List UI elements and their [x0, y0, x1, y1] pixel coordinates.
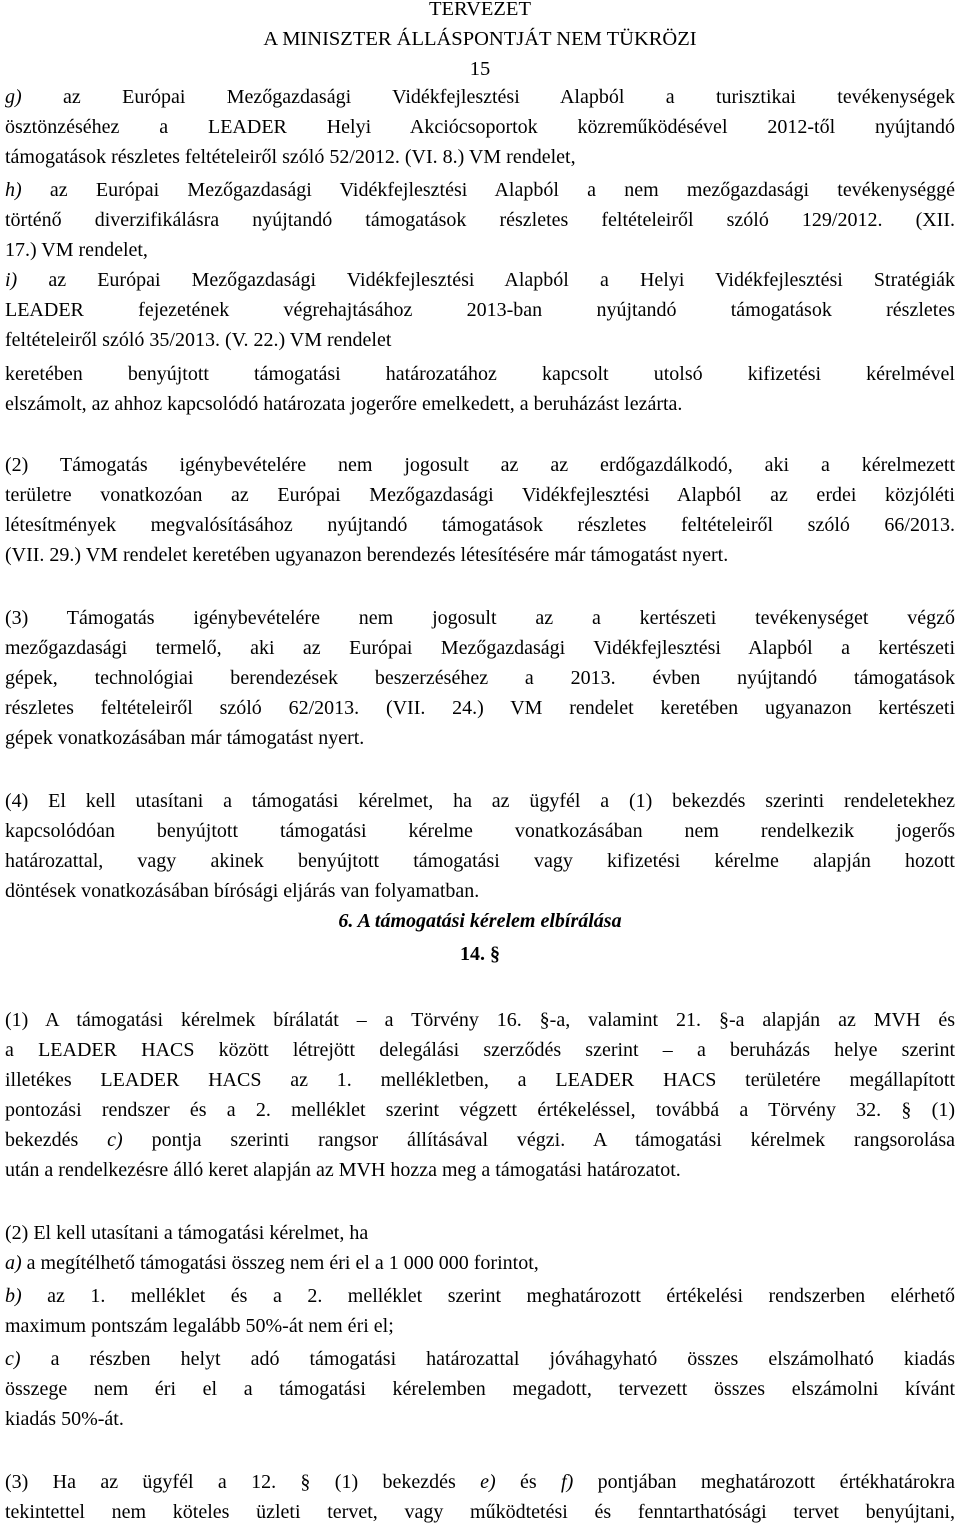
para2-line-1: (2) Támogatás igénybevételére nem jogosult az az erdőgazdálkodó, aki a kérelmezett [5, 454, 955, 476]
item-i-line-1: i) az Európai Mezőgazdasági Vidékfejlesztési Alapból a Helyi Vidékfejlesztési Stratégiák [5, 269, 955, 291]
item-h-line-2: történő diverzifikálásra nyújtandó támogatások részletes feltételeiről szóló 129/2012. (XII. [5, 209, 955, 231]
s14p1-line-6: után a rendelkezésre álló keret alapján az MVH hozza meg a támogatási határozatot. [5, 1159, 681, 1181]
s14p2-b-line-2: maximum pontszám legalább 50%-át nem éri el; [5, 1315, 394, 1337]
page-number: 15 [469, 58, 491, 80]
point-b-marker: b) [5, 1285, 22, 1307]
para3-line-5: gépek vonatkozásában már támogatást nyert. [5, 727, 365, 749]
draft-header: TERVEZET [429, 0, 531, 20]
s14p2-c-line-3: kiadás 50%-át. [5, 1408, 124, 1430]
s14p3-line-2: tekintettel nem köteles üzleti tervet, vagy működtetési és fenntarthatósági tervet benyújtani, [5, 1501, 955, 1523]
point-f-marker: f) [561, 1471, 574, 1493]
para2-line-4: (VII. 29.) VM rendelet keretében ugyanazon berendezés létesítésére már támogatást nyert. [5, 544, 729, 566]
item-g-marker: g) [5, 86, 22, 108]
point-a-marker: a) [5, 1252, 22, 1274]
s14p2-c-line-2: összege nem éri el a támogatási kérelemben megadott, tervezett összes elszámolni kívánt [5, 1378, 955, 1400]
s14p1-line-1: (1) A támogatási kérelmek bírálatát – a Törvény 16. §-a, valamint 21. §-a alapján az MVH és [5, 1009, 955, 1031]
para2-line-3: létesítmények megvalósításához nyújtandó támogatások részletes feltételeiről szóló 66/2013. [5, 514, 955, 536]
item-h-marker: h) [5, 179, 22, 201]
item-i-line-2: LEADER fejezetének végrehajtásához 2013-ban nyújtandó támogatások részletes [5, 299, 955, 321]
para3-line-3: gépek, technológiai berendezések beszerzéséhez a 2013. évben nyújtandó támogatások [5, 667, 955, 689]
s14p1-line-5: bekezdés c) pontja szerinti rangsor állításával végzi. A támogatási kérelmek rangsorolása [5, 1129, 956, 1151]
s14p2-a: a) a megítélhető támogatási összeg nem éri el a 1 000 000 forintot, [5, 1252, 539, 1274]
s14p1-line-4: pontozási rendszer és a 2. melléklet szerint végzett értékeléssel, továbbá a Törvény 32. § (1) [5, 1099, 955, 1121]
point-c-marker: c) [107, 1129, 123, 1151]
s14p2-b-line-1: b) az 1. melléklet és a 2. melléklet szerint meghatározott értékelési rendszerben elérhető [5, 1285, 956, 1307]
s14p3-line-1: (3) Ha az ügyfél a 12. § (1) bekezdés e) és f) pontjában meghatározott értékhatárokra [5, 1471, 956, 1493]
para3-line-2: mezőgazdasági termelő, aki az Európai Mezőgazdasági Vidékfejlesztési Alapból a kertészeti [5, 637, 955, 659]
para4-line-2: kapcsolódóan benyújtott támogatási kérelme vonatkozásában nem rendelkezik jogerős [5, 820, 955, 842]
item-h-line-1: h) az Európai Mezőgazdasági Vidékfejlesztési Alapból a nem mezőgazdasági tevékenységgé [5, 179, 956, 201]
item-h-line-3: 17.) VM rendelet, [5, 239, 148, 261]
item-g-line-3: támogatások részletes feltételeiről szóló 52/2012. (VI. 8.) VM rendelet, [5, 146, 576, 168]
para4-line-1: (4) El kell utasítani a támogatási kérelmet, ha az ügyfél a (1) bekezdés szerinti rendeletekhez [5, 790, 955, 812]
para3-line-4: részletes feltételeiről szóló 62/2013. (VII. 24.) VM rendelet keretében ugyanazon kertészeti [5, 697, 955, 719]
point-c2-marker: c) [5, 1348, 21, 1370]
s14p2-intro: (2) El kell utasítani a támogatási kérelmet, ha [5, 1222, 369, 1244]
para2-line-2: területre vonatkozóan az Európai Mezőgazdasági Vidékfejlesztési Alapból az erdei közjóléti [5, 484, 955, 506]
s14p1-line-2: a LEADER HACS között létrejött delegálási szerződés szerint – a beruházás helye szerint [5, 1039, 955, 1061]
para3-line-1: (3) Támogatás igénybevételére nem jogosult az a kertészeti tevékenységet végző [5, 607, 955, 629]
s14p1-line-3: illetékes LEADER HACS az 1. mellékletben, a LEADER HACS területére megállapított [5, 1069, 955, 1091]
item-g-line-1: g) az Európai Mezőgazdasági Vidékfejlesztési Alapból a turisztikai tevékenységek [5, 86, 956, 108]
item-i-marker: i) [5, 269, 18, 291]
disclaimer-header: A MINISZTER ÁLLÁSPONTJÁT NEM TÜKRÖZI [263, 28, 697, 50]
closing-line-1: keretében benyújtott támogatási határozatához kapcsolt utolsó kifizetési kérelmével [5, 363, 955, 385]
point-e-marker: e) [480, 1471, 496, 1493]
paragraph-number: 14. § [460, 943, 500, 965]
closing-line-2: elszámolt, az ahhoz kapcsolódó határozata jogerőre emelkedett, a beruházást lezárta. [5, 393, 683, 415]
section-title: 6. A támogatási kérelem elbírálása [338, 910, 622, 932]
para4-line-3: határozattal, vagy akinek benyújtott támogatási vagy kifizetési kérelme alapján hozott [5, 850, 955, 872]
para4-line-4: döntések vonatkozásában bírósági eljárás van folyamatban. [5, 880, 480, 902]
item-i-line-3: feltételeiről szóló 35/2013. (V. 22.) VM rendelet [5, 329, 392, 351]
s14p2-c-line-1: c) a részben helyt adó támogatási határozattal jóváhagyható összes elszámolható kiadás [5, 1348, 955, 1370]
item-g-line-2: ösztönzéséhez a LEADER Helyi Akciócsoportok közreműködésével 2012-től nyújtandó [5, 116, 955, 138]
